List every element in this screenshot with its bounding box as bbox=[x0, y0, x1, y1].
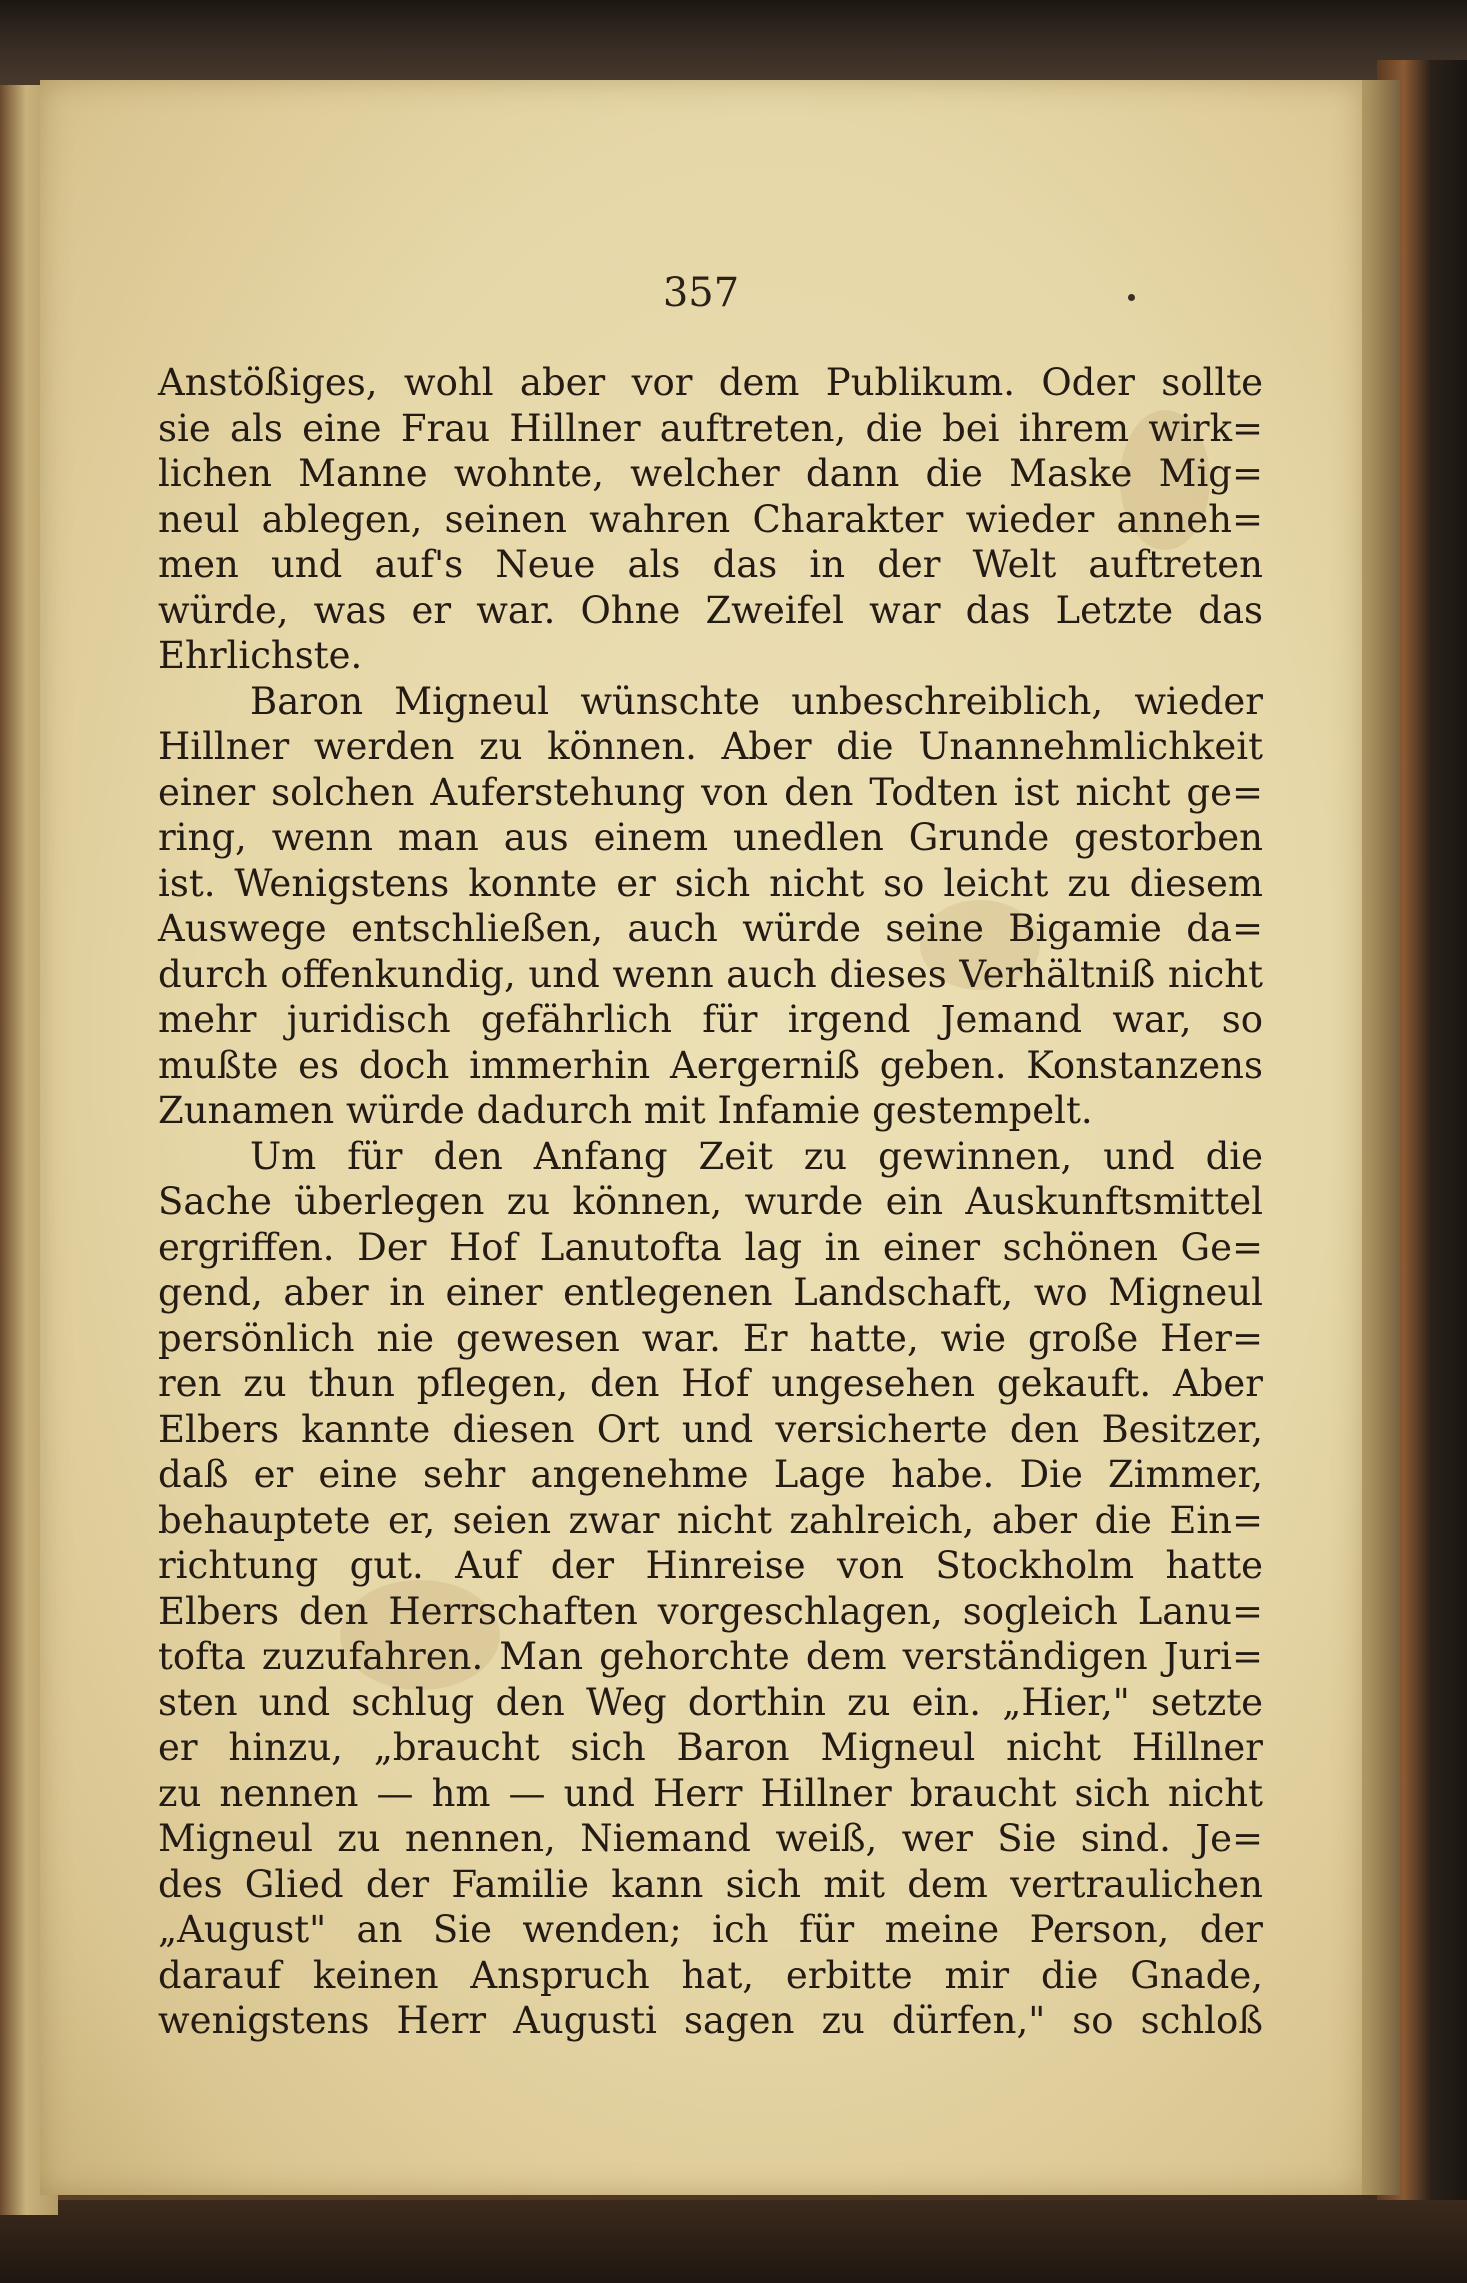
text-line: Elbers kannte diesen Ort und versicherte den Besitzer, bbox=[158, 1407, 1263, 1451]
text-line: würde, was er war. Ohne Zweifel war das Letzte das bbox=[158, 588, 1263, 632]
text-line: Anstößiges, wohl aber vor dem Publikum. Oder sollte bbox=[158, 361, 1263, 404]
text-line: Ehrlichste. bbox=[158, 634, 363, 677]
text-line: ring, wenn man aus einem unedlen Grunde gestorben bbox=[158, 816, 1263, 859]
text-line: Um für den Anfang Zeit zu gewinnen, und die bbox=[250, 1134, 1263, 1178]
text-line: lichen Manne wohnte, welcher dann die Maske Mig= bbox=[158, 452, 1263, 495]
book-cover-bottom bbox=[0, 2200, 1467, 2283]
text-line: gend, aber in einer entlegenen Landschaft, wo Migneul bbox=[158, 1271, 1263, 1314]
text-line: men und auf's Neue als das in der Welt auftreten bbox=[158, 543, 1263, 586]
text-line: daß er eine sehr angenehme Lage habe. Die Zimmer, bbox=[158, 1453, 1263, 1496]
text-line: sten und schlug den Weg dorthin zu ein. „Hier," setzte bbox=[158, 1680, 1263, 1724]
text-line: ist. Wenigstens konnte er sich nicht so leicht zu diesem bbox=[158, 861, 1263, 905]
text-line: ren zu thun pflegen, den Hof ungesehen gekauft. Aber bbox=[158, 1362, 1263, 1405]
text-line: zu nennen — hm — und Herr Hillner braucht sich nicht bbox=[158, 1771, 1263, 1815]
text-line: neul ablegen, seinen wahren Charakter wieder anneh= bbox=[158, 497, 1263, 541]
text-line: richtung gut. Auf der Hinreise von Stockholm hatte bbox=[158, 1544, 1263, 1587]
text-line: sie als eine Frau Hillner auftreten, die bei ihrem wirk= bbox=[158, 406, 1263, 450]
text-line: Sache überlegen zu können, wurde ein Auskunftsmittel bbox=[158, 1180, 1263, 1223]
text-line: Hillner werden zu können. Aber die Unannehmlichkeit bbox=[158, 725, 1263, 768]
text-line: Migneul zu nennen, Niemand weiß, wer Sie sind. Je= bbox=[158, 1817, 1263, 1860]
text-line: durch offenkundig, und wenn auch dieses Verhältniß nicht bbox=[158, 952, 1263, 996]
text-line: mußte es doch immerhin Aergerniß geben. Konstanzens bbox=[158, 1043, 1263, 1087]
text-line: Zunamen würde dadurch mit Infamie gestempelt. bbox=[158, 1089, 1093, 1132]
text-line: ergriffen. Der Hof Lanutofta lag in einer schönen Ge= bbox=[158, 1225, 1263, 1269]
page-number: 357 bbox=[662, 270, 740, 316]
body-text bbox=[158, 360, 1263, 2044]
text-line: tofta zuzufahren. Man gehorchte dem verständigen Juri= bbox=[158, 1635, 1263, 1678]
text-line: mehr juridisch gefährlich für irgend Jemand war, so bbox=[158, 998, 1263, 1041]
ink-dot bbox=[1128, 294, 1135, 301]
text-line: des Glied der Familie kann sich mit dem vertraulichen bbox=[158, 1862, 1263, 1906]
book-page bbox=[40, 80, 1362, 2195]
text-line: wenigstens Herr Augusti sagen zu dürfen," so schloß bbox=[158, 1999, 1263, 2042]
text-line: behauptete er, seien zwar nicht zahlreich, aber die Ein= bbox=[158, 1498, 1263, 1542]
text-line: persönlich nie gewesen war. Er hatte, wie große Her= bbox=[158, 1316, 1263, 1360]
text-line: Baron Migneul wünschte unbeschreiblich, wieder bbox=[250, 679, 1263, 723]
text-line: darauf keinen Anspruch hat, erbitte mir die Gnade, bbox=[158, 1953, 1263, 1997]
text-line: Elbers den Herrschaften vorgeschlagen, sogleich Lanu= bbox=[158, 1589, 1263, 1633]
text-line: „August" an Sie wenden; ich für meine Person, der bbox=[158, 1908, 1263, 1951]
text-line: Auswege entschließen, auch würde seine Bigamie da= bbox=[158, 907, 1263, 950]
text-line: er hinzu, „braucht sich Baron Migneul nicht Hillner bbox=[158, 1726, 1263, 1769]
text-line: einer solchen Auferstehung von den Todten ist nicht ge= bbox=[158, 770, 1263, 814]
